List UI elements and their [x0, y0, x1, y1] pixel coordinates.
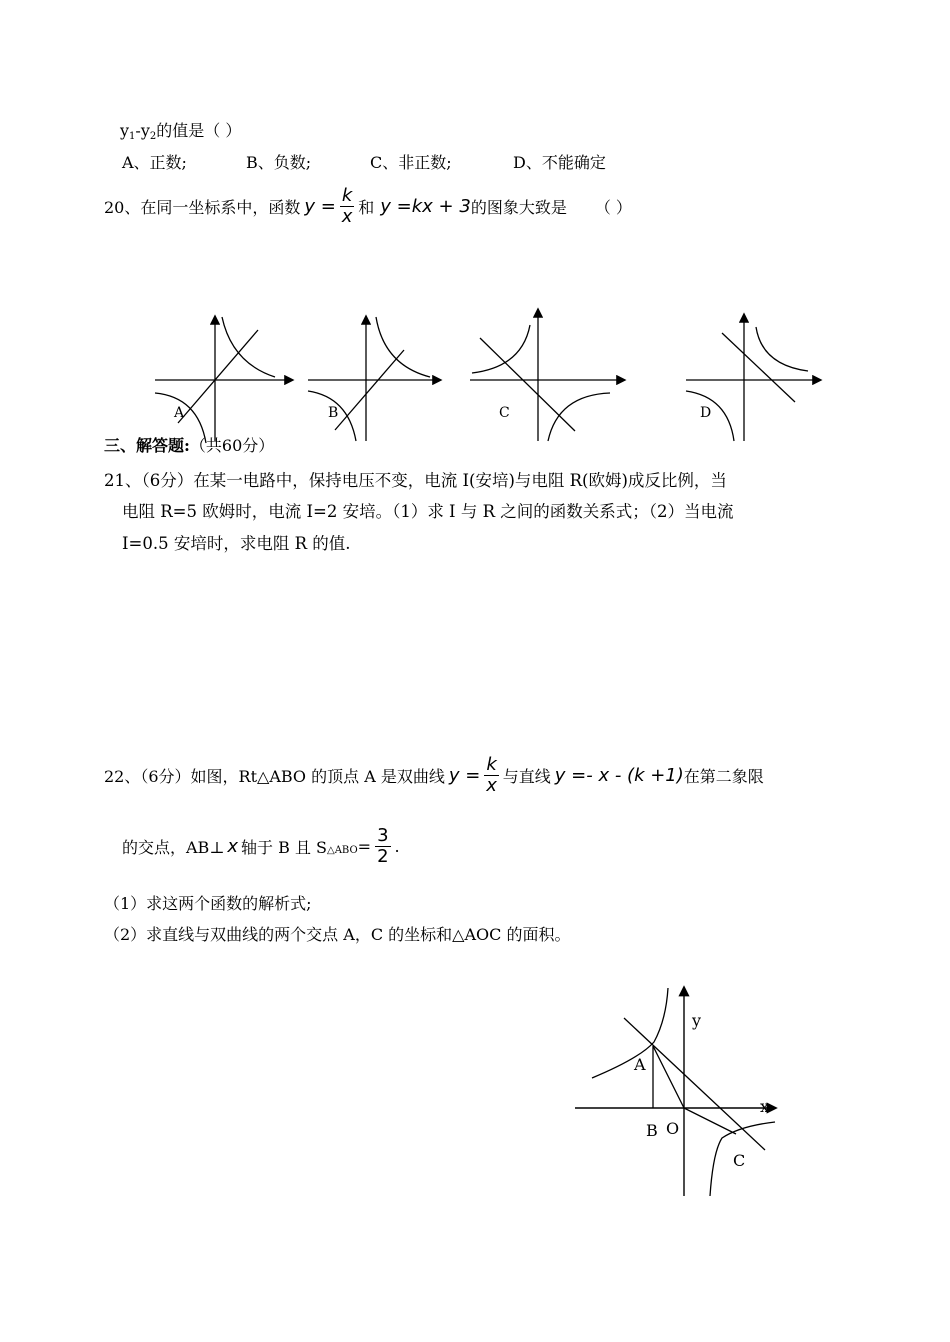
q19-sub2: 2 — [149, 131, 157, 142]
graph-d-curve-q1 — [756, 327, 808, 371]
q20-number: 20、在同一坐标系中，函数 — [104, 198, 301, 217]
q19-option-a: A、正数; — [122, 153, 187, 172]
q19-rest: 的值是（ ） — [156, 121, 242, 140]
graph-a — [155, 317, 292, 443]
q20-bracket: （ ） — [594, 198, 632, 217]
q22-label-a: A — [634, 1055, 646, 1074]
q22-func2: y =- x - (k +1) — [554, 765, 684, 786]
q22-frac-den: 2 — [377, 846, 389, 867]
q21-line2: 电阻 R=5 欧姆时，电流 I=2 安培。（1）求 I 与 R 之间的函数关系式；（2）当电流 — [122, 502, 734, 521]
graph-c-curve-q2 — [472, 325, 530, 373]
graph-d-label: D — [700, 405, 712, 421]
q20-func1-num: k — [341, 185, 353, 206]
q20-graphs — [140, 305, 840, 445]
q22-label-y: y — [692, 1011, 702, 1030]
graph-a-line — [178, 330, 258, 423]
q19-option-d: D、不能确定 — [513, 153, 606, 172]
q20-func1-fraction — [340, 186, 354, 227]
q22-label-o: O — [666, 1119, 680, 1138]
section3-heading — [104, 433, 274, 456]
q22-func1-fraction — [484, 755, 498, 796]
q22-line2-eq: = — [357, 837, 372, 856]
graph-a-label: A — [174, 405, 185, 421]
q22-line2-sub: △ABO — [327, 845, 358, 856]
q22-figure — [570, 980, 790, 1200]
q19-option-c: C、非正数; — [370, 153, 452, 172]
q22-area-fraction — [375, 826, 390, 867]
q22-prefix: 22、（6分）如图，Rt△ABO 的顶点 A 是双曲线 — [104, 767, 445, 786]
q19-minus: -y — [135, 121, 150, 140]
q22-part2: （2）求直线与双曲线的两个交点 A，C 的坐标和△AOC 的面积。 — [104, 925, 571, 944]
q22-part1: （1）求这两个函数的解析式; — [104, 894, 312, 913]
q20-func1-lhs: y = — [304, 196, 336, 217]
section3-title: 三、解答题: — [104, 436, 190, 455]
q22-func1-lhs: y = — [448, 765, 481, 786]
graph-b-label: B — [328, 405, 339, 421]
q22-line1 — [104, 755, 764, 796]
graph-a-curve-q1 — [222, 317, 275, 377]
graph-c-label: C — [499, 405, 510, 421]
q20-line — [104, 186, 632, 227]
graph-b-curve-q1 — [376, 317, 430, 377]
q22-segment-oc — [684, 1108, 736, 1134]
q22-label-c: C — [733, 1151, 746, 1170]
q19-option-b: B、负数; — [246, 153, 312, 172]
q19-sub1: 1 — [129, 131, 136, 142]
q20-func2: y =kx + 3 — [380, 196, 471, 217]
q22-label-b: B — [646, 1121, 658, 1140]
graph-d — [686, 315, 820, 441]
q21-line3: I=0.5 安培时，求电阻 R 的值. — [122, 534, 351, 553]
q19-tail-line — [120, 118, 241, 142]
q19-y1: y — [120, 121, 130, 140]
graph-d-line — [722, 333, 795, 402]
graph-c — [470, 310, 624, 441]
q22-frac-num: 3 — [377, 825, 389, 846]
graph-c-curve-q4 — [548, 393, 610, 441]
q22-line2-mid: 轴于 B 且 S — [241, 838, 328, 857]
q22-label-x: x — [760, 1097, 770, 1116]
q22-suffix: 在第二象限 — [683, 767, 764, 786]
q22-line2 — [122, 826, 400, 867]
q22-line2-prefix: 的交点，AB⊥ — [122, 838, 225, 857]
q22-line2-x: x — [227, 836, 239, 857]
q22-mid: 与直线 — [502, 767, 551, 786]
q21-line1: 21、（6分）在某一电路中，保持电压不变，电流 I(安培)与电阻 R(欧姆)成反比例，当 — [104, 471, 727, 490]
q22-segment-ao — [653, 1046, 684, 1108]
q20-connector: 和 — [358, 198, 375, 217]
section3-points: （共60分） — [189, 436, 275, 455]
q22-func1-num: k — [486, 754, 497, 775]
q22-line2-end: . — [394, 837, 400, 856]
graph-b — [308, 317, 440, 441]
q20-func1-den: x — [341, 206, 353, 227]
q22-hyperbola-q2 — [592, 988, 668, 1078]
q22-func1-den: x — [486, 775, 497, 796]
graph-c-line — [480, 338, 575, 431]
graph-b-line — [335, 350, 404, 430]
q20-tail: 的图象大致是 — [470, 198, 567, 217]
